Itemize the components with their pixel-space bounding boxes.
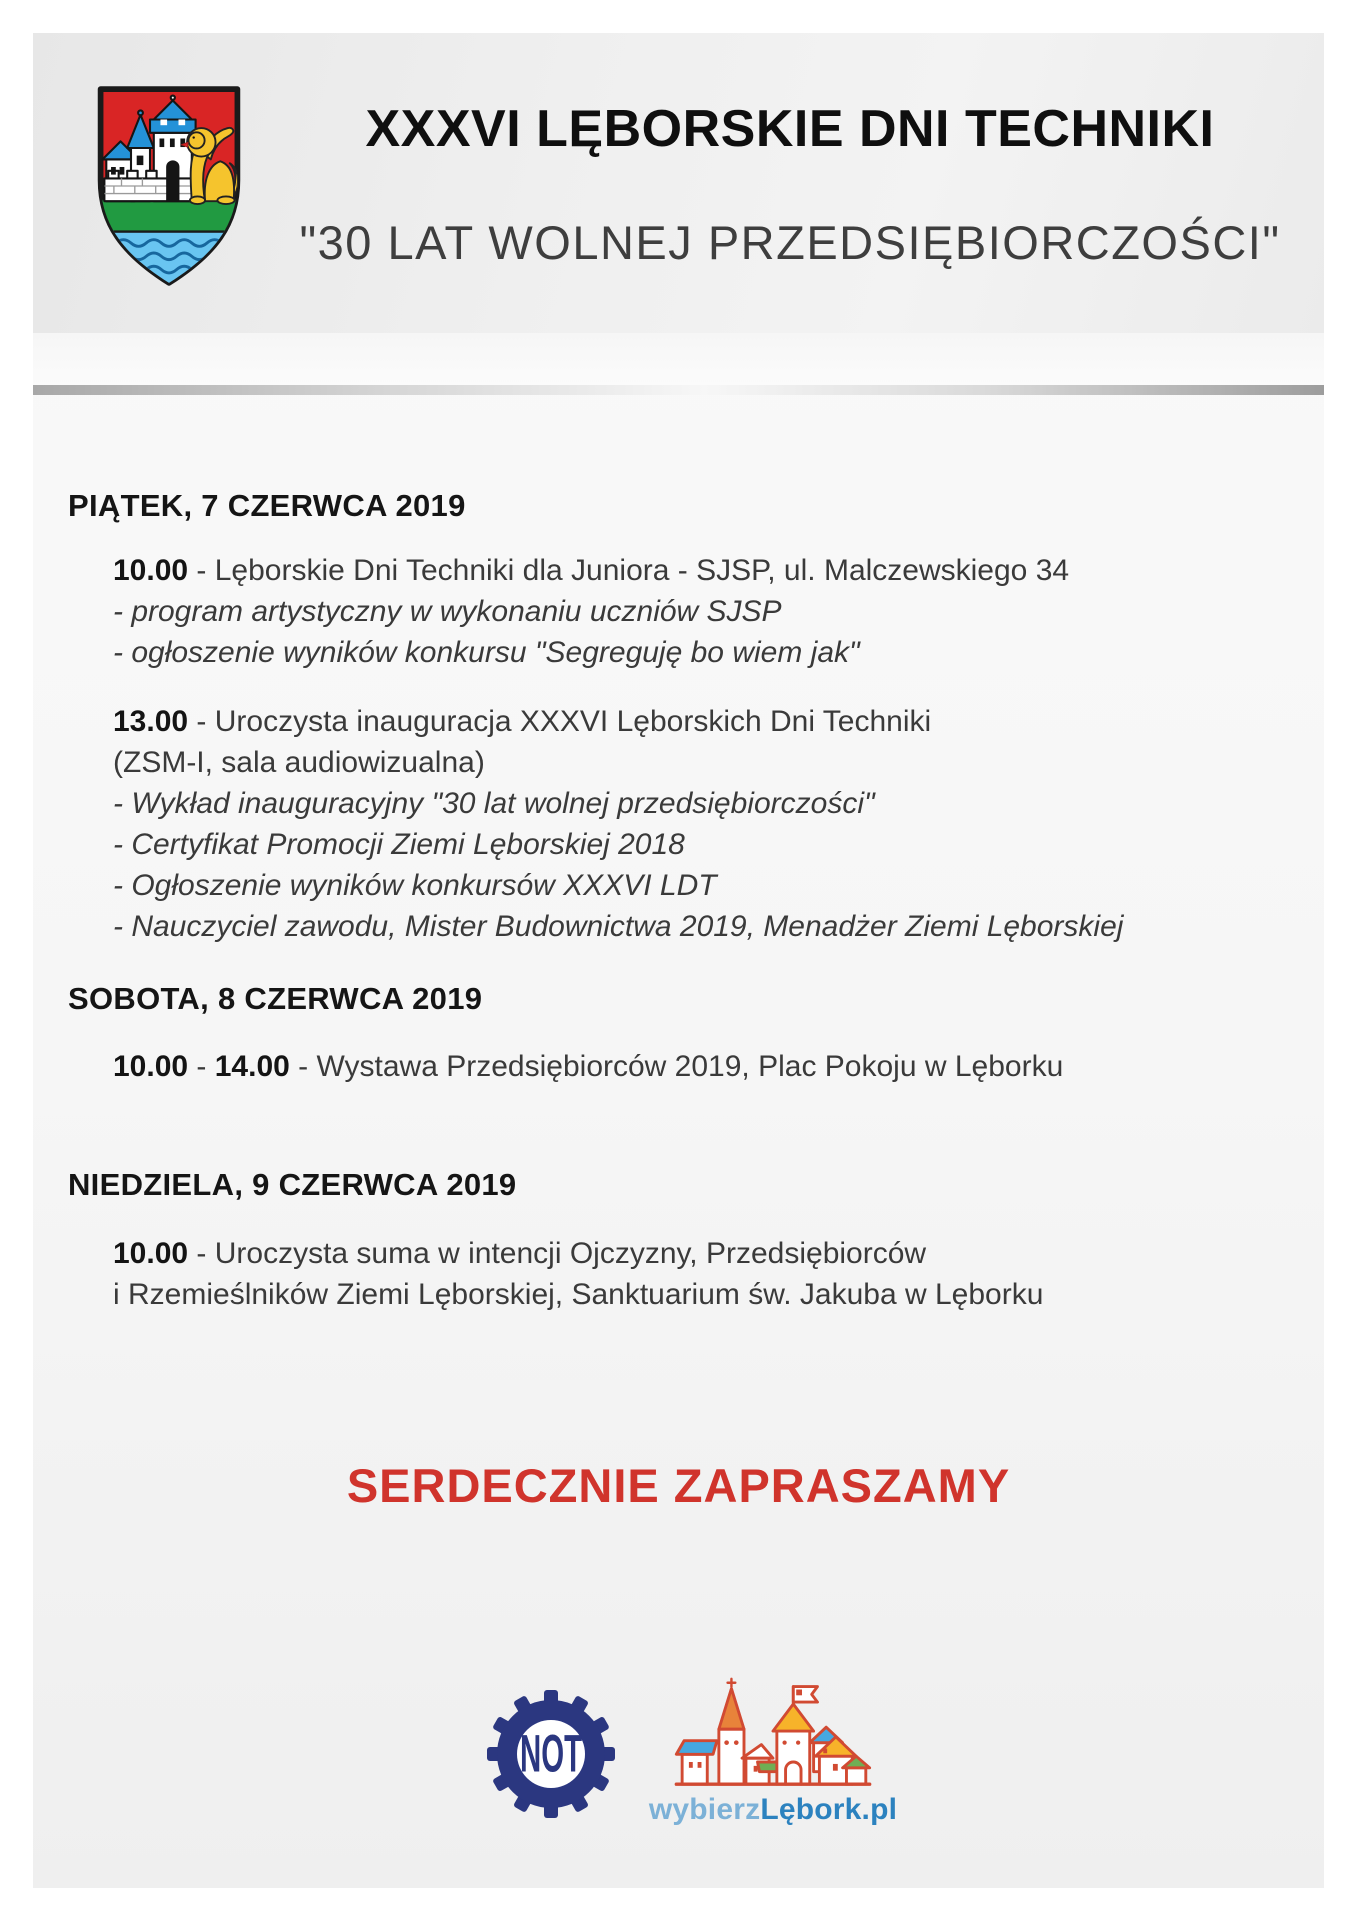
event-line (113, 1233, 1298, 1274)
friday-event-1 (113, 550, 1298, 673)
event-line (113, 701, 1298, 742)
saturday-event-1 (113, 1046, 1298, 1087)
site-url-part2: Lębork.pl (760, 1793, 898, 1826)
event-time: 10.00 (113, 1237, 189, 1270)
divider-bar (33, 385, 1324, 395)
friday-event-2 (113, 701, 1298, 947)
day-heading-friday: PIĄTEK, 7 CZERWCA 2019 (68, 488, 466, 523)
page-subtitle: "30 LAT WOLNEJ PRZEDSIĘBIORCZOŚCI" (299, 216, 1281, 269)
site-url (643, 1793, 903, 1827)
event-text: - Uroczysta suma w intencji Ojczyzny, Przedsiębiorców (188, 1237, 927, 1270)
event-location: (ZSM-I, sala audiowizualna) (113, 746, 485, 779)
event-time: 10.00 (113, 554, 189, 587)
event-subline: - Nauczyciel zawodu, Mister Budownictwa 2019, Menadżer Ziemi Lęborskiej (113, 910, 1124, 943)
day-heading-sunday: NIEDZIELA, 9 CZERWCA 2019 (68, 1167, 517, 1202)
poster (33, 33, 1324, 1888)
event-time: 14.00 (214, 1050, 290, 1083)
not-logo-label: NOT (519, 1724, 583, 1784)
event-line (113, 1046, 1298, 1087)
event-subline: - Ogłoszenie wyników konkursów XXXVI LDT (113, 869, 717, 902)
event-time: 10.00 (113, 1050, 189, 1083)
event-time: 13.00 (113, 705, 189, 738)
event-subline: - Wykład inauguracyjny "30 lat wolnej przedsiębiorczości" (113, 787, 875, 820)
event-line (113, 550, 1298, 591)
event-text: - Uroczysta inauguracja XXXVI Lęborskich Dni Techniki (188, 705, 932, 738)
wybierz-lebork-town-icon (673, 1675, 873, 1791)
event-continuation: i Rzemieślników Ziemi Lęborskiej, Sanktuarium św. Jakuba w Lęborku (113, 1278, 1044, 1311)
day-heading-saturday: SOBOTA, 8 CZERWCA 2019 (68, 981, 483, 1016)
not-gear-logo-icon (485, 1688, 617, 1820)
event-text: - Lęborskie Dni Techniki dla Juniora - SJSP, ul. Malczewskiego 34 (188, 554, 1070, 587)
page-title: XXXVI LĘBORSKIE DNI TECHNIKI (365, 100, 1215, 158)
site-url-part1: wybierz (648, 1793, 761, 1826)
event-dash: - (188, 1050, 215, 1083)
sunday-event-1 (113, 1233, 1298, 1315)
lebork-coat-of-arms-icon (93, 80, 245, 292)
header-titles (268, 33, 1312, 333)
event-text: - Wystawa Przedsiębiorców 2019, Plac Pokoju w Lęborku (289, 1050, 1064, 1083)
event-subline: - Certyfikat Promocji Ziemi Lęborskiej 2018 (113, 828, 685, 861)
event-subline: - program artystyczny w wykonaniu uczniów SJSP (113, 595, 782, 628)
wybierz-lebork-logo (643, 1675, 903, 1827)
event-subline: - ogłoszenie wyników konkursu "Segreguję bo wiem jak" (113, 636, 860, 669)
header-band (33, 333, 1324, 385)
invitation-text: SERDECZNIE ZAPRASZAMY (346, 1459, 1011, 1512)
